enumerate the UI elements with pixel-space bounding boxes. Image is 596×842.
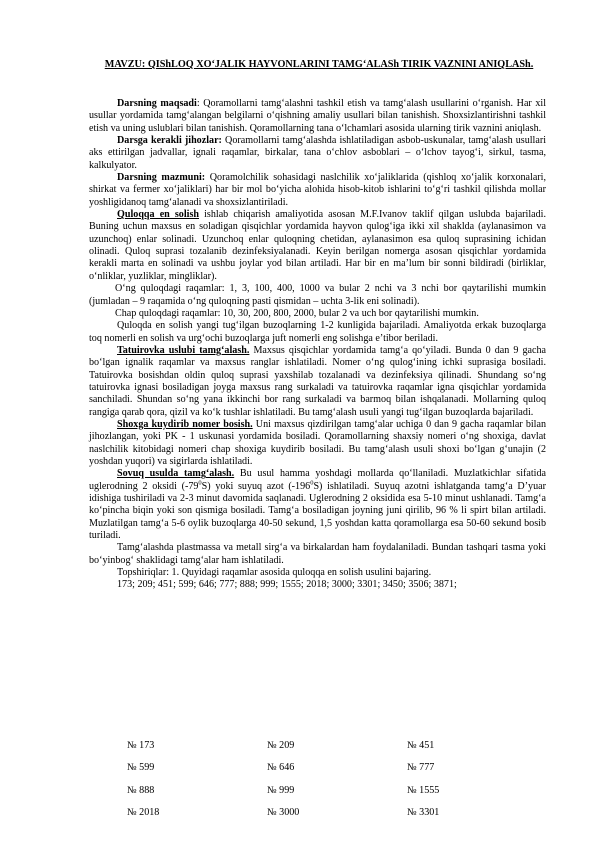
grid-cell: № 3301 — [407, 806, 440, 818]
label-quloqqa: Quloqqa en solish — [117, 209, 200, 221]
text-maqsad: : Qoramollarni tamg‘alashni tashkil etish va tamg‘alash usullarini o‘rganish. Har xil usullar yordamida tamg‘alangan belgilarni o‘qishning amaliy usullari bilan tanishish. Shoxsizlantirishni tashkil etish va uning uslublari bilan tanishish. Qoramollarning tana o‘lchamlari asosida ularning tirik vaznini aniqlash. — [89, 98, 547, 134]
text-jihozlar: Qoramollarni tamg‘alashda ishlatiladigan asbob-uskunalar, tamg‘alash usullari aks ettirilgan jadvallar, ignali raqamlar, birkalar, tana o‘chlov asboblari – o‘lchov tayog‘i, sirkul, tasma, kalkulyator. — [89, 135, 547, 171]
text-sovuq-pre: Bu usul hamma yoshdagi mollarda qo‘llaniladi. Muzlatkichlar sifatida uglerodning 2 oksidi (-79 — [89, 468, 546, 492]
paragraph-chap-quloq: Chap quloqdagi raqamlar: 10, 30, 200, 800, 2000, bular 2 va uch bor qaytarilishi mumkin. — [115, 307, 479, 319]
grid-cell: № 2018 — [127, 806, 160, 818]
label-jihozlar: Darsga kerakli jihozlar: — [117, 135, 222, 147]
paragraph-tatuirovka — [89, 345, 546, 419]
grid-cell: № 777 — [407, 762, 435, 774]
text-quloqqa: ishlab chiqarish amaliyotida asosan M.F.Ivanov taklif qilgan uslubda bajariladi. Buning uchun maxsus en soladigan qisqichlar yordamida hayvon qulog‘iga ikki xil shaklda (aylanasimon va uzunchoq) enlar solinadi. Uzunchoq enlar quloqning chetidan, aylanasimon esa quloq suprasining ichidan olinadi. Quloq suprasi tozalanib dezinfeksiyalanadi. Keyin berilgan nomerga asosan qisqichlar yordamida kerakli marta en solinadi va ushbu joylar yod bilan artiladi. Har bir en ma’lum bir sonni bildiradi (birliklar, o‘nliklar, yuzliklar, mingliklar). — [89, 209, 546, 282]
paragraph-numbers: 173; 209; 451; 599; 646; 777; 888; 999; 1555; 2018; 3000; 3301; 3450; 3506; 3871; — [117, 579, 457, 591]
document-body — [89, 98, 546, 592]
grid-cell: № 646 — [267, 762, 295, 774]
number-grid — [127, 740, 547, 829]
paragraph-topshiriq: Topshiriqlar: 1. Quyidagi raqamlar asosida quloqqa en solish usulini bajaring. — [117, 567, 432, 579]
text-mazmuni: Qoramolchilik sohasidagi naslchilik xo‘jaliklarida (qishloq xo‘jalik korxonalari, shirkat va fermer xo‘jaliklari) har bir mol bo‘yicha alohida hisob-kitob ishlarini to‘g‘ri tashkil qilishda mollar yoshligidanoq tamg‘alanadi va shoxsizlantiriladi. — [89, 172, 546, 208]
grid-cell: № 599 — [127, 762, 155, 774]
text-shoxga: Uni maxsus qizdirilgan tamg‘alar uchiga 0 dan 9 gacha raqamlar bilan jihozlangan, yoki PK - 1 uskunasi yordamida bosiladi. Qoramollarning shaxsiy nomeri o‘ng shoxiga, davlat naslchilik kitobidagi nomeri chap shoxiga kuydirib bosiladi. Bu tamg‘alash usuli shoxi bo‘lgan g‘unajin (2 yoshdan yuqori) va sigirlarda ishlatiladi. — [89, 418, 546, 467]
paragraph-quloqqa — [89, 209, 546, 283]
text-sovuq-mid: S) yoki suyuq azot (-196 — [201, 480, 311, 492]
text-sovuq-post: S) ishlatiladi. Suyuq azotni ishlatganda tamg‘a D’yuar idishiga tushiriladi va 2-3 minut davomida saqlanadi. Uglerodning 2 oksidida esa 5-10 minut ushlanadi. Tamg‘a ko‘pincha biqin yoki son qismiga bosiladi. Tamg‘a bosiladigan joyning juni qirilib, 96 % li spirt bilan artiladi. Muzlatilgan tamg‘a 5-6 oylik buzoqlarga 40-50 sekund, 1,5 yoshdan katta qoramollarga esa 50-60 sekund bosib turiladi. — [89, 480, 546, 542]
label-maqsad: Darsning maqsadi — [117, 98, 197, 109]
grid-cell: № 1555 — [407, 784, 440, 796]
grid-cell: № 209 — [267, 740, 295, 751]
paragraph-maqsad — [89, 98, 546, 135]
paragraph-mazmuni — [89, 172, 546, 209]
page-title: MAVZU: QIShLOQ XO‘JALIK HAYVONLARINI TAMG‘ALASh TIRIK VAZNINI ANIQLASh. — [104, 59, 534, 70]
text-tatuirovka: Maxsus qisqichlar yordamida tamg‘a qo‘yiladi. Bunda 0 dan 9 gacha bo‘lgan ignalik raqamlar va maxsus ranglar ishlatiladi. Nomer o‘ng qulog‘ining ichki suprasiga bosiladi. Tatuirovka bosishdan oldin quloq suprasi yaxshilab tozalanadi va dezinfeksiya qilinadi. Shundang so‘ng tatuirovka ignasi bosiladigan joyga maxsus rang surkaladi va tatuirovka raqamlar igna qisqichlar yordamida sanchiladi. Shundan so‘ng yana ikkinchi bor rang surkaladi va barmoq bilan ishqalanadi. Mollarning quloq rangiga qarab qora, qizil va ko‘k tushlar ishlatiladi. Bu tamg‘alash usuli yangi tug‘ilgan buzoqlarda bajariladi. — [89, 344, 546, 418]
grid-row — [127, 740, 547, 762]
grid-cell: № 451 — [407, 740, 435, 751]
grid-row — [127, 807, 547, 829]
grid-row — [127, 762, 547, 784]
grid-row — [127, 785, 547, 807]
paragraph-sovuq — [89, 468, 546, 542]
label-shoxga: Shoxga kuydirib nomer bosish. — [117, 418, 253, 430]
grid-cell: № 173 — [127, 740, 155, 751]
grid-cell: № 999 — [267, 784, 295, 796]
paragraph-shoxga — [89, 419, 546, 468]
label-sovuq: Sovuq usulda tamg‘alash. — [117, 468, 235, 480]
paragraph-jihozlar — [89, 135, 546, 172]
grid-cell: № 888 — [127, 784, 155, 796]
paragraph-plastmassa: Tamg‘alashda plastmassa va metall sirg‘a va birkalardan ham foydalaniladi. Bundan tashqari tasma yoki bo‘yinbog‘ shaklidagi tamg‘alar ham ishlatiladi. — [89, 542, 546, 566]
paragraph-ong-quloq: O‘ng quloqdagi raqamlar: 1, 3, 100, 400, 1000 va bular 2 nchi va 3 nchi bor qaytarilishi mumkin (jumladan – 9 raqamida o‘ng quloqning pasti qismidan – uchta 3-lik eni solinadi). — [89, 283, 546, 307]
degree-sup-2: 0 — [310, 479, 314, 487]
label-mazmuni: Darsning mazmuni: — [117, 172, 206, 184]
grid-cell: № 3000 — [267, 806, 300, 818]
degree-sup-1: 0 — [198, 479, 202, 487]
label-tatuirovka: Tatuirovka uslubi tamg‘alash. — [117, 344, 250, 356]
paragraph-enlash: Quloqda en solish yangi tug‘ilgan buzoqlarning 1-2 kunligida bajariladi. Amaliyotda erkak buzoqlarga toq nomerli en solish va urg‘ochi buzoqlarga juft nomerli eng solishga e’tibor beriladi. — [89, 320, 546, 344]
